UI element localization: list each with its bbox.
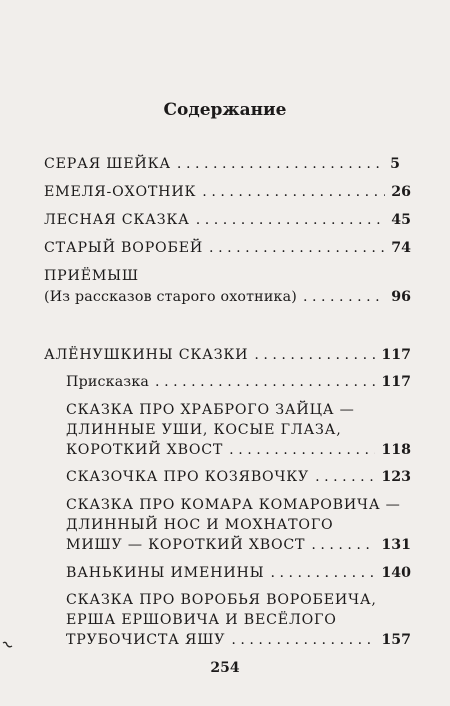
toc-entry-lesnaya xyxy=(44,210,411,230)
toc-entry-alenushkiny xyxy=(44,345,411,365)
entry-page: 118 xyxy=(381,442,411,458)
toc-entry-emelya xyxy=(44,182,411,202)
entry-title: ВАНЬКИНЫ ИМЕНИНЫ xyxy=(66,565,265,581)
leader-dots xyxy=(303,287,385,307)
toc-entry-staryi-vorobei xyxy=(44,238,411,258)
leader-dots xyxy=(231,630,375,650)
toc-subentry-prisk xyxy=(66,372,411,392)
entry-title: ЛЕСНАЯ СКАЗКА xyxy=(44,212,190,228)
leader-dots xyxy=(229,440,375,460)
toc-entry-priemysh xyxy=(44,287,411,307)
leader-dots xyxy=(311,535,375,555)
toc-subentry-vankiny xyxy=(66,563,411,583)
toc-subentry-zayats-line1: СКАЗКА ПРО ХРАБРОГО ЗАЙЦА — xyxy=(66,402,355,418)
toc-entry-seraya-sheika xyxy=(44,154,400,174)
entry-page: 123 xyxy=(381,469,411,485)
leader-dots xyxy=(270,563,375,583)
entry-title: ТРУБОЧИСТА ЯШУ xyxy=(66,632,226,648)
leader-dots xyxy=(202,182,385,202)
entry-title: МИШУ — КОРОТКИЙ ХВОСТ xyxy=(66,537,306,553)
leader-dots xyxy=(155,372,375,392)
toc-subentry-komar-line2: ДЛИННЫЙ НОС И МОХНАТОГО xyxy=(66,517,334,533)
toc-heading: Содержание xyxy=(163,100,287,120)
toc-subentry-vorobei-line1: СКАЗКА ПРО ВОРОБЬЯ ВОРОБЕИЧА, xyxy=(66,592,377,608)
toc-subentry-komar xyxy=(66,535,411,555)
toc-subentry-kozyavochka xyxy=(66,467,411,487)
toc-subentry-vorobei xyxy=(66,630,411,650)
page-number: 254 xyxy=(210,660,240,676)
leader-dots xyxy=(196,210,386,230)
ink-mark-icon xyxy=(2,640,14,650)
entry-page: 117 xyxy=(381,374,411,390)
entry-title: СКАЗОЧКА ПРО КОЗЯВОЧКУ xyxy=(66,469,310,485)
entry-title: ЕМЕЛЯ-ОХОТНИК xyxy=(44,184,197,200)
collection-title: АЛЁНУШКИНЫ СКАЗКИ xyxy=(44,347,249,363)
toc-subentry-komar-line1: СКАЗКА ПРО КОМАРА КОМАРОВИЧА — xyxy=(66,497,401,513)
entry-page: 131 xyxy=(381,537,411,553)
collection-page: 117 xyxy=(381,347,411,363)
entry-title: СЕРАЯ ШЕЙКА xyxy=(44,156,171,172)
leader-dots xyxy=(315,467,375,487)
entry-title: КОРОТКИЙ ХВОСТ xyxy=(66,442,224,458)
entry-title: Присказка xyxy=(66,374,150,390)
entry-page: 157 xyxy=(381,632,411,648)
entry-page: 45 xyxy=(391,212,411,228)
toc-subentry-zayats xyxy=(66,440,411,460)
entry-page: 26 xyxy=(391,184,411,200)
leader-dots xyxy=(177,154,384,174)
entry-page: 74 xyxy=(391,240,411,256)
entry-title: СТАРЫЙ ВОРОБЕЙ xyxy=(44,240,204,256)
entry-page: 96 xyxy=(391,289,411,305)
toc-subentry-vorobei-line2: ЕРША ЕРШОВИЧА И ВЕСЁЛОГО xyxy=(66,612,337,628)
toc-subentry-zayats-line2: ДЛИННЫЕ УШИ, КОСЫЕ ГЛАЗА, xyxy=(66,422,342,438)
toc-entry-priemysh-title: ПРИЁМЫШ xyxy=(44,268,139,284)
entry-subtitle: (Из рассказов старого охотника) xyxy=(44,289,297,305)
entry-page: 5 xyxy=(390,156,400,172)
leader-dots xyxy=(209,238,385,258)
entry-page: 140 xyxy=(381,565,411,581)
leader-dots xyxy=(254,345,375,365)
